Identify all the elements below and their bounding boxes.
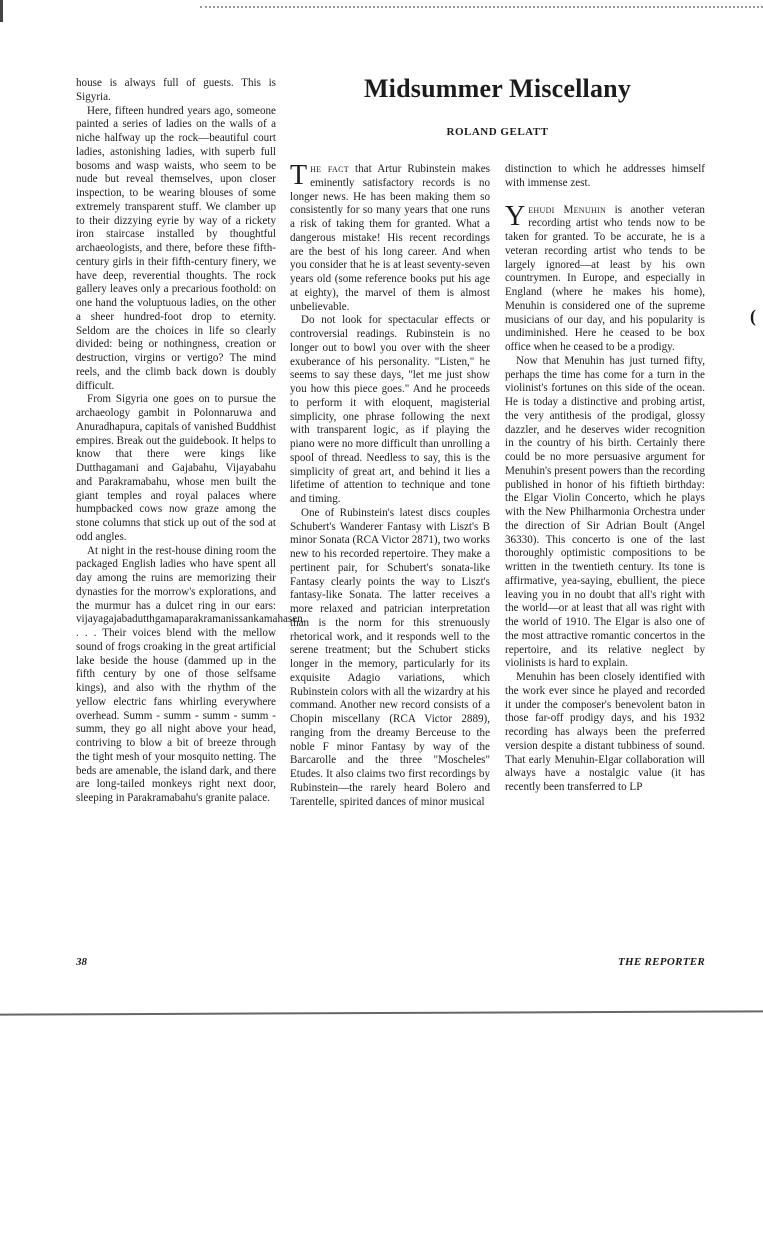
paragraph: From Sigyria one goes on to pursue the archaeology gambit in Polonnaruwa and Anuradhapura, capitals of vanished Buddhist empires. Break out the guidebook. It helps to know that there were kings like Dutthagamani and Gajabahu, Vijayabahu and Parakramabahu, whose men built the giant temples and royal palaces where humpbacked cows now graze among the stone columns that stick up out of the sod at odd angles. — [76, 393, 276, 543]
drop-cap: Y — [505, 200, 526, 232]
paragraph: Menuhin has been closely identified with the work ever since he played and recorded it under the composer's benevolent baton in those far-off prodigy days, and his 1932 recording has always been the preferred version despite a distant tubbiness of sound. That early Menuhin-Elgar collaboration will always have a nostalgic value (it has recently been transferred to LP — [505, 671, 705, 793]
scan-edge-top — [200, 0, 763, 8]
margin-mark: ( — [750, 306, 756, 326]
paragraph: At night in the rest-house dining room the packaged English ladies who have spent all day among the ruins are memorizing their dynasties for the morrow's explorations, and the murmur has a dulcet ring in our ears: vijayagajabadutthgamaparakramanissankamahasen. . . . Their voices blend with the mellow sound of frogs croaking in the great artificial lake beside the house (dammed up in the fifth century by one of those selfsame kings), and also with the rhythm of the yellow electric fans whirling everywhere overhead. Summ - summ - summ - summ - summ, they go all night above your head, contriving to blow a bit of breeze through the tight mesh of your mosquito netting. The beds are amenable, the island dark, and there are long-tailed monkeys right next door, sleeping in Parakramabahu's granite palace. — [76, 544, 306, 804]
column-right — [505, 163, 705, 795]
publication-name: THE REPORTER — [617, 956, 705, 968]
article-title: Midsummer Miscellany — [363, 74, 632, 103]
column-middle — [290, 160, 490, 809]
column-left — [76, 77, 306, 806]
scan-edge-left — [0, 0, 3, 22]
lead-text: that Artur Rubinstein makes eminently satisfactory records is no longer news. He has been making them so consistently for so many years that one runs a risk of taking them for granted. What a dangerous mistake! His recent recordings are the best of his long career. And when you consider that he is at least seventy-seven years old (some reference books put his age at eighty), the marvel of them is almost unbelievable. — [290, 163, 490, 313]
scan-edge-bottom — [0, 1010, 763, 1021]
lead-small-caps: he fact — [310, 163, 349, 175]
lead-text: is another veteran recording artist who tends now to be taken for granted. To be accurate, he is a veteran recording artist who tends to be largely ignored—at least by his own countrymen. In Europe, and especially in England (where he makes his home), Menuhin is considered one of the supreme musicians of our day, and his popularity is undiminished. Here he ceased to be box office when he ceased to be a prodigy. — [505, 203, 705, 353]
lead-paragraph — [505, 200, 705, 355]
paragraph: Now that Menuhin has just turned fifty, perhaps the time has come for a turn in the violinist's fortunes on this side of the ocean. He is today a distinctive and probing artist, the very antithesis of the prodigal, glossy dazzler, and he deserves wider recognition in the country of his birth. Certainly there could be no more persuasive argument for Menuhin's present powers than the recording published in honor of his fiftieth birthday: the Elgar Violin Concerto, which he plays with the New Philharmonia Orchestra under the direction of Sir Adrian Boult (Angel 36330). This concerto is one of the last thoroughly optimistic compositions to be written in the twentieth century. Its tone is affirmative, yea-saying, ebullient, the piece leaving you in no doubt that all's right with the world—or at least that all was right with the world of 1910. The Elgar is also one of the most attractive romantic concertos in the repertoire, and its relative neglect by violinists is hard to explain. — [505, 354, 705, 670]
paragraph: house is always full of guests. This is Sigyria. — [76, 77, 276, 103]
paragraph-continuation: distinction to which he addresses himself with immense zest. — [505, 163, 705, 189]
paragraph: Do not look for spectacular effects or controversial readings. Rubinstein is no longer out to bowl you over with the sheer exuberance of his personality. "Listen," he seems to say these days, "let me just show you how this piece goes." And he proceeds to perform it with eloquent, magisterial simplicity, one phrase following the next with transparent logic, as if playing the piano were no more difficult than unrolling a spool of thread. Needless to say, this is the simplicity of great art, and behind it lies a lifetime of attention to technique and tone and timing. — [290, 314, 490, 505]
paragraph: Here, fifteen hundred years ago, someone painted a series of ladies on the walls of a niche halfway up the rock—beautiful court ladies, astonishing ladies, with superb full bosoms and wasp waists, who seem to be nude but reveal themselves, upon closer inspection, to be wearing blouses of some extremely transparent stuff. We clamber up to their dizzying eyrie by way of a rickety iron staircase installed by thoughtful archaeologists, and there, before these fifth-century girls in their fifth-century finery, we have deep, reverential thoughts. The rock gallery leaves only a precarious foothold: on one hand the voluptuous ladies, on the other a sheer hundred-foot drop to eternity. Seldom are the choices in life so clearly divided: being or nothingness, creation or destruction, virgins or vertigo? The mind reels, and the climb back down is doubly difficult. — [76, 104, 276, 392]
lead-small-caps: ehudi Menuhin — [528, 203, 607, 216]
article-byline: ROLAND GELATT — [446, 126, 549, 138]
paragraph: One of Rubinstein's latest discs couples Schubert's Wanderer Fantasy with Liszt's B minor Sonata (RCA Victor 2871), two works new to his recorded repertoire. They make a pertinent pair, for Schubert's sonata-like Fantasy clearly points the way to Liszt's fantasy-like Sonata. The latter receives a more relaxed and patrician interpretation than is the norm for this strenuously rhetorical work, and it responds well to the serene treatment; but the Schubert sticks longer in the memory, particularly for its exquisite Adagio variations, which Rubinstein colors with all the wizardry at his command. Another new record consists of a Chopin miscellany (RCA Victor 2889), ranging from the dreamy Berceuse to the noble F minor Fantasy by way of the Barcarolle and the three "Moscheles" Etudes. It also claims two first recordings by Rubinstein—the rarely heard Bolero and Tarentelle, spirited dances of minor musical — [290, 506, 490, 808]
drop-cap: T — [290, 160, 308, 191]
page-number: 38 — [76, 956, 87, 968]
lead-paragraph — [290, 160, 490, 314]
